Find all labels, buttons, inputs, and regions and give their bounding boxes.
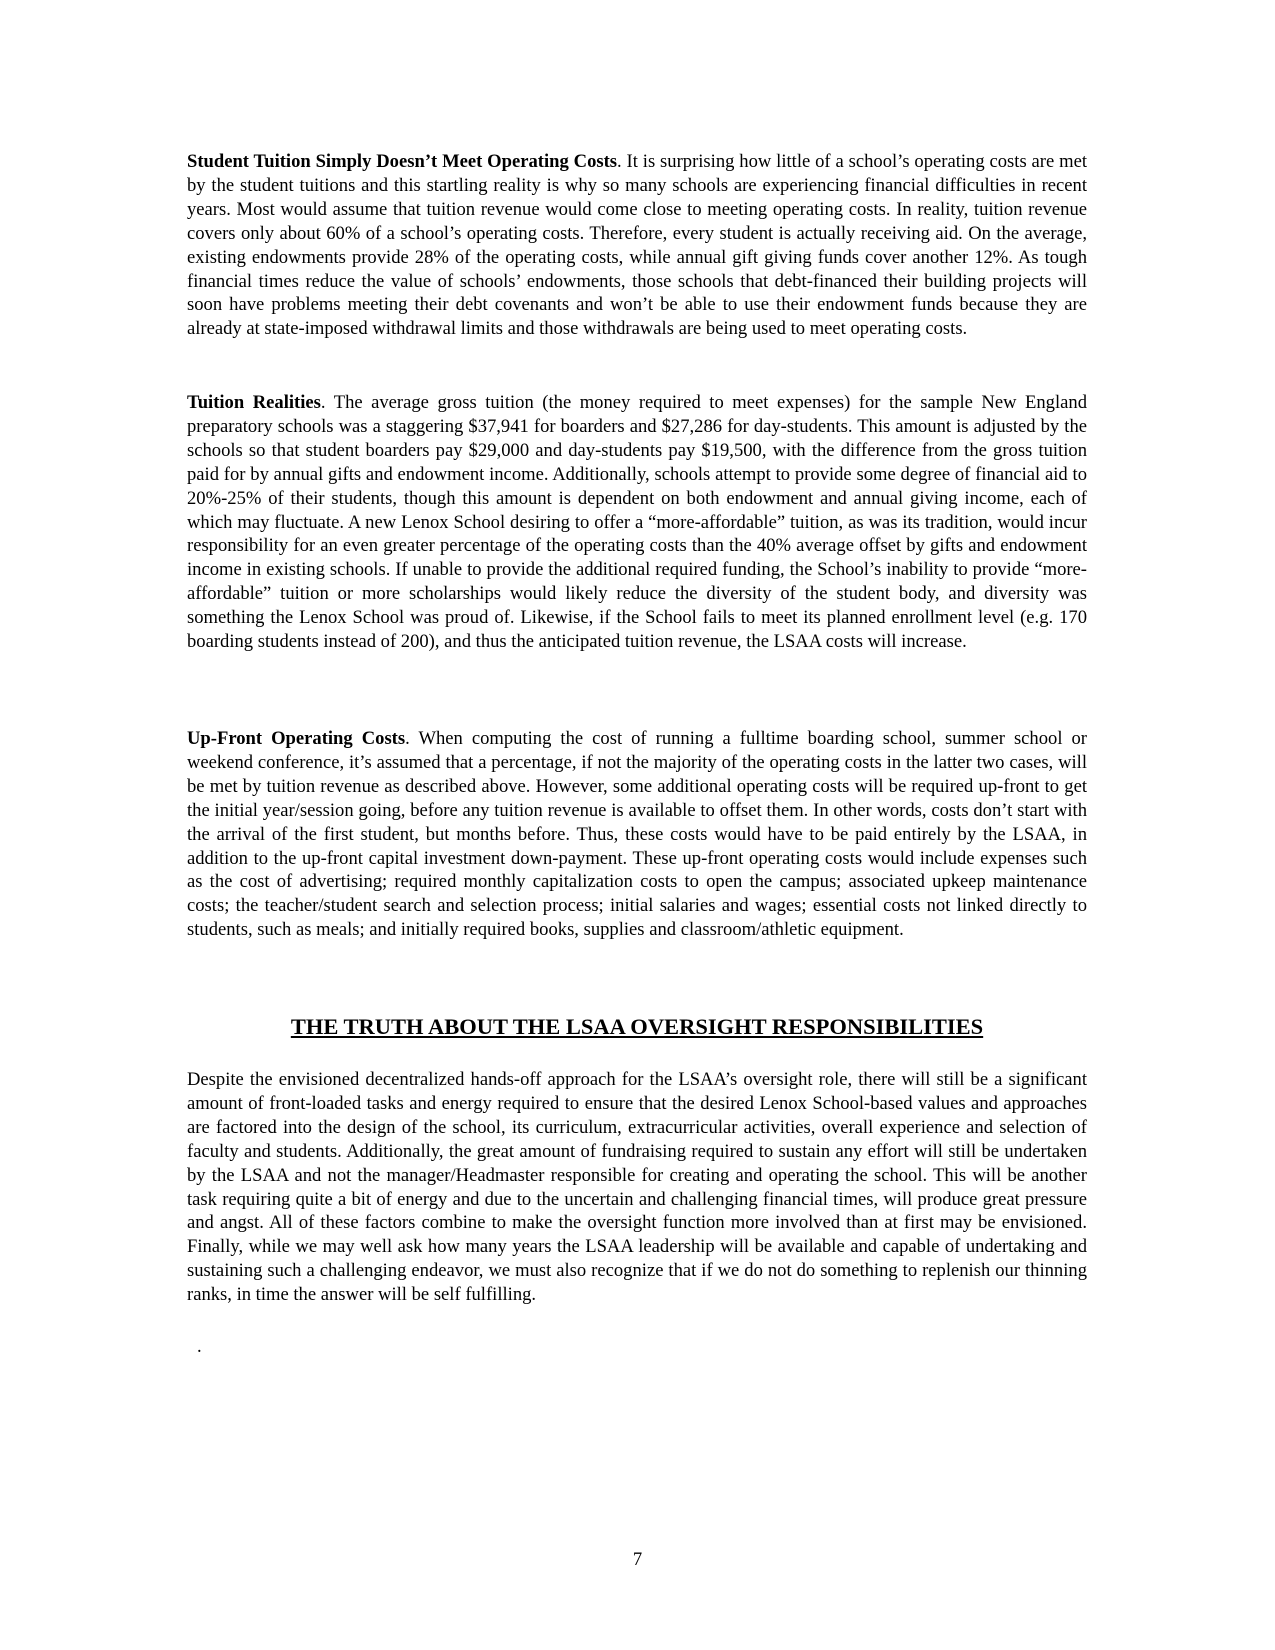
- paragraph-tuition-realities: [187, 391, 1087, 654]
- paragraph-body: . It is surprising how little of a school’s operating costs are met by the student tuitions and this startling reality is why so many schools are experiencing financial difficulties in recent years. Most would assume that tuition revenue would come close to meeting operating costs. In reality, tuition revenue covers only about 60% of a school’s operating costs. Therefore, every student is actually receiving aid. On the average, existing endowments provide 28% of the operating costs, while annual gift giving funds cover another 12%. As tough financial times reduce the value of schools’ endowments, those schools that debt-financed their building projects will soon have problems meeting their debt covenants and won’t be able to use their endowment funds because they are already at state-imposed withdrawal limits and those withdrawals are being used to meet operating costs.: [187, 151, 1088, 340]
- page-number: 7: [632, 1549, 643, 1570]
- paragraph-lead-heading: Tuition Realities: [187, 392, 321, 413]
- section-heading: [187, 1013, 1087, 1041]
- paragraph-lead-heading: Up-Front Operating Costs: [187, 728, 406, 749]
- section-heading-text: THE TRUTH ABOUT THE LSAA OVERSIGHT RESPONSIBILITIES: [290, 1014, 984, 1039]
- paragraph-oversight: Despite the envisioned decentralized hands-off approach for the LSAA’s oversight role, there will still be a significant amount of front-loaded tasks and energy required to ensure that the desired Lenox School-based values and approaches are factored into the design of the school, its curriculum, extracurricular activities, overall experience and selection of faculty and students. Additionally, the great amount of fundraising required to sustain any effort will still be undertaken by the LSAA and not the manager/Headmaster responsible for creating and operating the school. This will be another task requiring quite a bit of energy and due to the uncertain and challenging financial times, will produce great pressure and angst. All of these factors combine to make the oversight function more involved than at first may be envisioned. Finally, while we may well ask how many years the LSAA leadership will be available and capable of undertaking and sustaining such a challenging endeavor, we must also recognize that if we do not do something to replenish our thinning ranks, in time the answer will be self fulfilling.: [187, 1069, 1087, 1306]
- paragraph-body: . When computing the cost of running a fulltime boarding school, summer school or weekend conference, it’s assumed that a percentage, if not the majority of the operating costs in the latter two cases, will be met by tuition revenue as described above. However, some additional operating costs will be required up-front to get the initial year/session going, before any tuition revenue is available to offset them. In other words, costs don’t start with the arrival of the first student, but months before. Thus, these costs would have to be paid entirely by the LSAA, in addition to the up-front capital investment down-payment. These up-front operating costs would include expenses such as the cost of advertising; required monthly capitalization costs to open the campus; associated upkeep maintenance costs; the teacher/student search and selection process; initial salaries and wages; essential costs not linked directly to students, such as meals; and initially required books, supplies and classroom/athletic equipment.: [187, 728, 1087, 941]
- paragraph-lead-heading: Student Tuition Simply Doesn’t Meet Operating Costs: [187, 151, 618, 172]
- paragraph-up-front-costs: [187, 727, 1087, 942]
- paragraph-body: . The average gross tuition (the money required to meet expenses) for the sample New England preparatory schools was a staggering $37,941 for boarders and $27,286 for day-students. This amount is adjusted by the schools so that student boarders pay $29,000 and day-students pay $19,500, with the difference from the gross tuition paid for by annual gifts and endowment income. Additionally, schools attempt to provide some degree of financial aid to 20%-25% of their students, though this amount is dependent on both endowment and annual giving income, each of which may fluctuate. A new Lenox School desiring to offer a “more-affordable” tuition, as was its tradition, would incur responsibility for an even greater percentage of the operating costs than the 40% average offset by gifts and endowment income in existing schools. If unable to provide the additional required funding, the School’s inability to provide “more-affordable” tuition or more scholarships would likely reduce the diversity of the student body, and diversity was something the Lenox School was proud of. Likewise, if the School fails to meet its planned enrollment level (e.g. 170 boarding students instead of 200), and thus the anticipated tuition revenue, the LSAA costs will increase.: [187, 392, 1087, 653]
- stray-mark: .: [197, 1336, 202, 1357]
- paragraph-student-tuition: [187, 150, 1087, 341]
